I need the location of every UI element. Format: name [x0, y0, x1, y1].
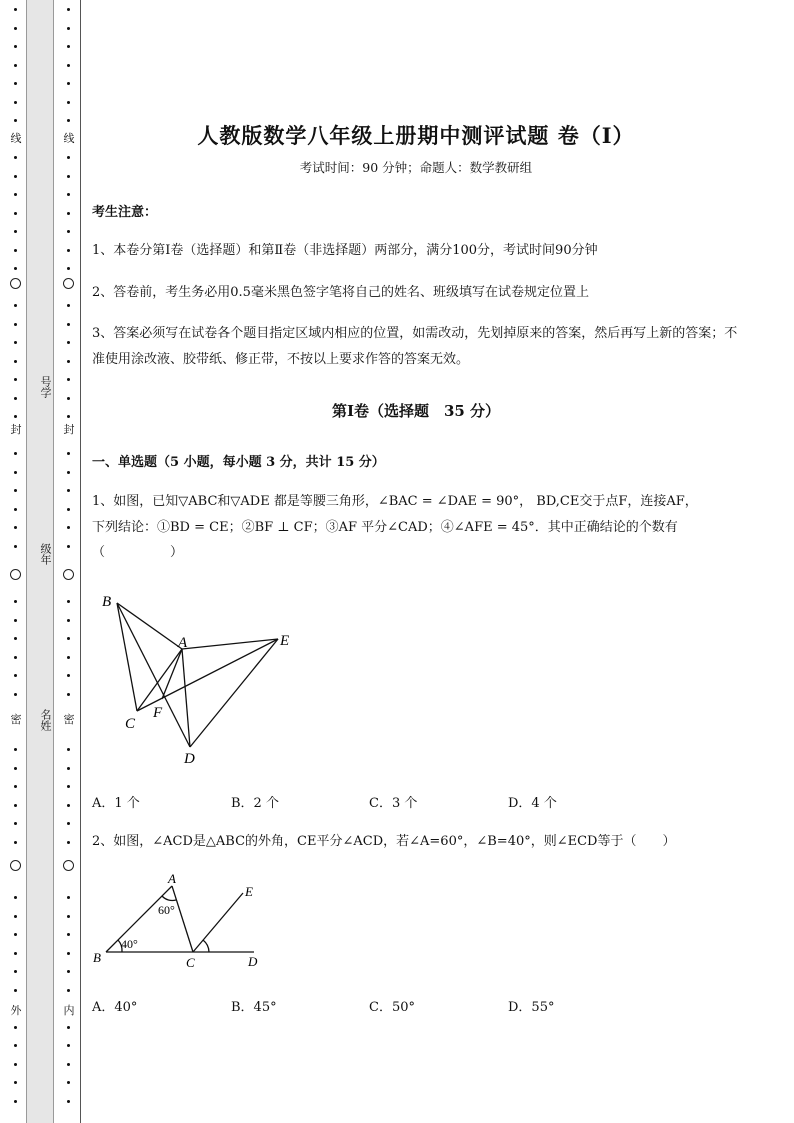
seal-dot: [67, 212, 70, 215]
seal-dot: [67, 508, 70, 511]
figure2-label-e: E: [245, 884, 253, 899]
seal-dot: [67, 156, 70, 159]
segment-ae: [182, 639, 278, 649]
seal-dot: [14, 415, 17, 418]
seal-dot: [67, 267, 70, 270]
seal-dot: [67, 526, 70, 529]
seal-dot: [14, 360, 17, 363]
seal-dot: [14, 1044, 17, 1047]
question-2-option-c[interactable]: C．50°: [369, 1000, 415, 1015]
seal-dot: [67, 452, 70, 455]
seal-dot: [14, 1063, 17, 1066]
seal-dot: [14, 915, 17, 918]
segment-ac: [172, 886, 193, 952]
seal-dot: [67, 489, 70, 492]
seal-dot: [67, 415, 70, 418]
inner-seal-line: [62, 0, 76, 1123]
seal-circle: [10, 860, 21, 871]
seal-dot: [14, 1100, 17, 1103]
seal-label-xian: 线: [10, 132, 22, 145]
seal-dot: [14, 452, 17, 455]
seal-dot: [14, 304, 17, 307]
seal-dot: [67, 8, 70, 11]
seal-dot: [67, 896, 70, 899]
seal-dot: [67, 64, 70, 67]
seal-dot: [14, 619, 17, 622]
field-name: 名姓: [39, 709, 52, 731]
seal-dot: [14, 526, 17, 529]
seal-dot: [67, 1081, 70, 1084]
figure1-label-f: F: [153, 705, 163, 721]
seal-dot: [14, 767, 17, 770]
angle-ecd-arc: [203, 940, 209, 952]
seal-dot: [14, 693, 17, 696]
seal-dot: [67, 323, 70, 326]
seal-dot: [67, 970, 70, 973]
seal-dot: [67, 119, 70, 122]
angle-a-arc: [162, 896, 176, 901]
seal-dot: [67, 637, 70, 640]
seal-dot: [67, 785, 70, 788]
figure1-label-b: B: [102, 594, 112, 610]
figure1-label-e: E: [280, 633, 290, 649]
seal-label-nei: 内: [63, 1004, 75, 1017]
question-2-line-1: 2、如图，∠ACD是△ABC的外角，CE平分∠ACD，若∠A=60°，∠B=40°，则∠ECD等于（ ）: [92, 834, 676, 849]
question-1-line-3: （ ）: [92, 545, 184, 560]
seal-dot: [14, 323, 17, 326]
seal-dot: [14, 471, 17, 474]
seal-label-feng: 封: [63, 423, 75, 436]
seal-dot: [14, 119, 17, 122]
seal-dot: [67, 360, 70, 363]
figure2-angle-a-value: 60°: [158, 903, 175, 917]
notice-heading: 考生注意：: [92, 205, 158, 220]
margin-border-line: [80, 0, 81, 1123]
seal-dot: [14, 64, 17, 67]
seal-dot: [14, 230, 17, 233]
question-1-option-a[interactable]: A．1 个: [92, 796, 140, 811]
seal-dot: [67, 656, 70, 659]
seal-dot: [14, 82, 17, 85]
segment-ba: [106, 886, 172, 952]
figure1-label-a: A: [178, 635, 188, 651]
seal-dot: [67, 767, 70, 770]
seal-circle: [63, 860, 74, 871]
question-1-line-1: 1、如图，已知▽ABC和▽ADE 都是等腰三角形，∠BAC = ∠DAE = 90°， BD,CE交于点F，连接AF，: [92, 494, 698, 509]
part-title: 一、单选题（5 小题，每小题 3 分，共计 15 分）: [92, 455, 385, 470]
seal-dot: [14, 397, 17, 400]
seal-dot: [67, 674, 70, 677]
seal-label-wai: 外: [10, 1004, 22, 1017]
field-student-number: 号学: [39, 376, 52, 398]
question-1-option-d[interactable]: D．4 个: [508, 796, 557, 811]
figure2-label-a: A: [168, 871, 176, 886]
question-2-option-b[interactable]: B．45°: [231, 1000, 277, 1015]
seal-dot: [67, 952, 70, 955]
seal-dot: [14, 841, 17, 844]
seal-dot: [67, 748, 70, 751]
segment-ac: [137, 649, 182, 711]
seal-dot: [14, 1026, 17, 1029]
seal-dot: [67, 933, 70, 936]
seal-dot: [14, 748, 17, 751]
segment-ce: [193, 893, 243, 952]
figure2-label-d: D: [248, 954, 258, 969]
figure2-angle-b-value: 40°: [121, 937, 138, 951]
seal-dot: [67, 822, 70, 825]
seal-dot: [14, 970, 17, 973]
segment-ba: [117, 603, 182, 649]
question-2-option-a[interactable]: A．40°: [92, 1000, 138, 1015]
seal-dot: [14, 27, 17, 30]
seal-dot: [14, 674, 17, 677]
seal-dot: [67, 101, 70, 104]
field-grade: 级年: [39, 543, 52, 565]
seal-dot: [14, 175, 17, 178]
seal-label-xian: 线: [63, 132, 75, 145]
seal-dot: [14, 952, 17, 955]
exam-subtitle: 考试时间：90 分钟；命题人：数学教研组: [299, 160, 533, 175]
figure1-label-c: C: [125, 716, 136, 732]
seal-dot: [67, 804, 70, 807]
question-1-figure: [92, 585, 312, 775]
question-1-option-c[interactable]: C．3 个: [369, 796, 418, 811]
seal-dot: [67, 471, 70, 474]
seal-dot: [14, 45, 17, 48]
seal-dot: [14, 785, 17, 788]
seal-dot: [67, 600, 70, 603]
seal-label-feng: 封: [10, 423, 22, 436]
seal-dot: [67, 1026, 70, 1029]
seal-circle: [10, 569, 21, 580]
seal-dot: [14, 193, 17, 196]
figure2-label-b: B: [93, 950, 101, 965]
seal-dot: [67, 1063, 70, 1066]
seal-dot: [14, 156, 17, 159]
seal-dot: [67, 619, 70, 622]
seal-dot: [14, 8, 17, 11]
question-2-option-d[interactable]: D．55°: [508, 1000, 555, 1015]
seal-dot: [67, 27, 70, 30]
seal-dot: [67, 193, 70, 196]
seal-dot: [14, 933, 17, 936]
seal-circle: [10, 278, 21, 289]
seal-dot: [14, 637, 17, 640]
outer-seal-line: [9, 0, 23, 1123]
seal-dot: [14, 989, 17, 992]
seal-dot: [67, 230, 70, 233]
seal-dot: [67, 175, 70, 178]
seal-dot: [14, 600, 17, 603]
figure2-label-c: C: [186, 955, 195, 970]
seal-dot: [67, 82, 70, 85]
seal-dot: [67, 304, 70, 307]
seal-dot: [67, 841, 70, 844]
seal-dot: [67, 45, 70, 48]
seal-dot: [14, 267, 17, 270]
seal-dot: [67, 1100, 70, 1103]
notice-item-1: 1、本卷分第Ⅰ卷（选择题）和第Ⅱ卷（非选择题）两部分，满分100分，考试时间90分钟: [92, 243, 598, 258]
seal-dot: [67, 915, 70, 918]
seal-circle: [63, 569, 74, 580]
seal-dot: [67, 693, 70, 696]
seal-dot: [14, 101, 17, 104]
seal-dot: [14, 545, 17, 548]
segment-bc: [117, 603, 137, 711]
notice-item-3: 3、答案必须写在试卷各个题目指定区域内相应的位置，如需改动，先划掉原来的答案，然后再写上新的答案；不准使用涂改液、胶带纸、修正带，不按以上要求作答的答案无效。: [92, 326, 738, 367]
seal-dot: [67, 249, 70, 252]
seal-circle: [63, 278, 74, 289]
seal-dot: [14, 1081, 17, 1084]
seal-dot: [14, 489, 17, 492]
seal-dot: [14, 249, 17, 252]
seal-dot: [14, 212, 17, 215]
segment-ce: [137, 639, 278, 711]
seal-dot: [14, 508, 17, 511]
segment-ed: [190, 639, 278, 747]
seal-label-mi: 密: [63, 713, 75, 726]
seal-dot: [67, 397, 70, 400]
question-1-option-b[interactable]: B．2 个: [231, 796, 279, 811]
seal-dot: [14, 822, 17, 825]
figure1-label-d: D: [184, 751, 195, 767]
seal-label-mi: 密: [10, 713, 22, 726]
seal-dot: [14, 656, 17, 659]
segment-af: [162, 649, 182, 699]
seal-dot: [67, 1044, 70, 1047]
seal-dot: [14, 896, 17, 899]
section-title: 第Ⅰ卷（选择题 35 分）: [331, 402, 501, 420]
question-2-figure: [92, 868, 272, 973]
exam-title: 人教版数学八年级上册期中测评试题 卷（Ⅰ）: [197, 123, 635, 148]
seal-dot: [14, 341, 17, 344]
seal-dot: [67, 989, 70, 992]
seal-dot: [67, 378, 70, 381]
seal-dot: [67, 341, 70, 344]
seal-dot: [14, 378, 17, 381]
seal-dot: [14, 804, 17, 807]
seal-dot: [67, 545, 70, 548]
notice-item-2: 2、答卷前，考生务必用0.5毫米黑色签字笔将自己的姓名、班级填写在试卷规定位置上: [92, 285, 589, 300]
question-1-line-2: 下列结论：①BD = CE；②BF ⊥ CF；③AF 平分∠CAD；④∠AFE = 45°．其中正确结论的个数有: [92, 520, 678, 535]
